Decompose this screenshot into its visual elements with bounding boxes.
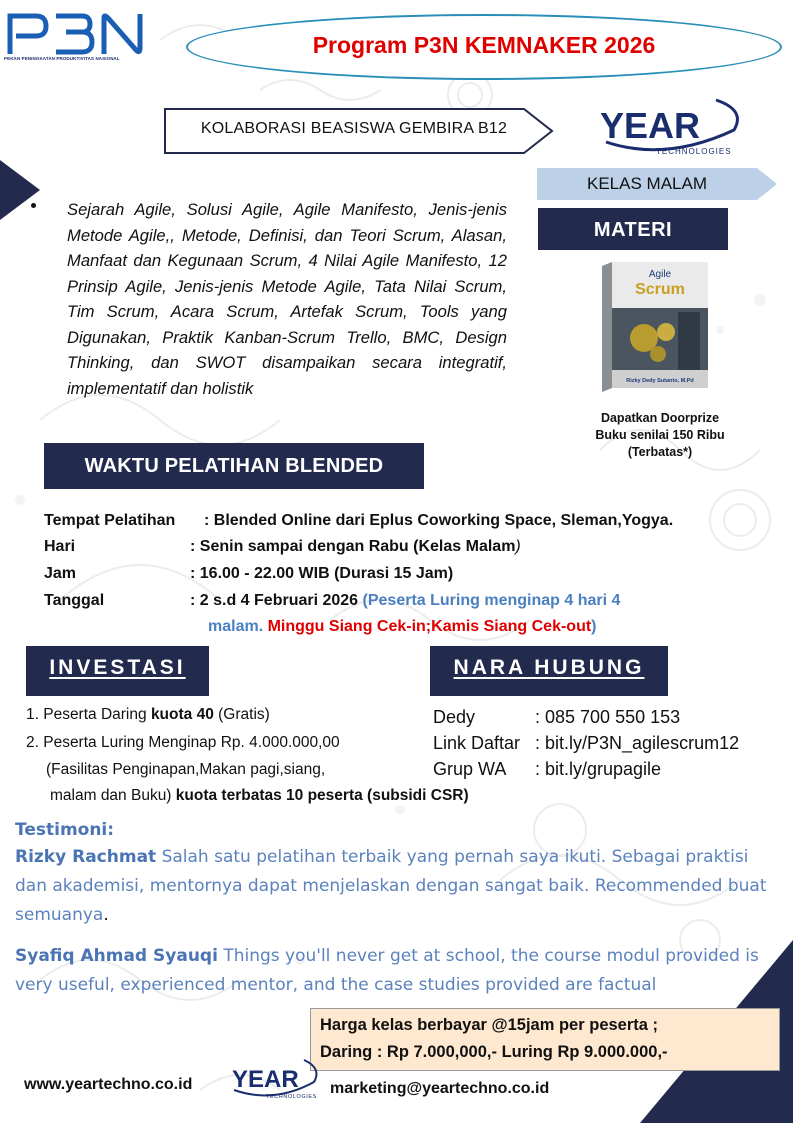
- program-title: Program P3N KEMNAKER 2026: [312, 32, 656, 58]
- nara-hubung-header: NARA HUBUNG: [453, 656, 645, 679]
- investasi-item-2-facilities: (Fasilitas Penginapan,Makan pagi,siang,: [46, 761, 326, 778]
- testimoni-1: Rizky Rachmat Salah satu pelatihan terbaik yang pernah saya ikuti. Sebagai praktisi dan akademisi, mentornya dapat menjelaskan dengan sangat baik. Recommended buat semuanya.: [15, 847, 767, 925]
- tempat-value: : Blended Online dari Eplus Coworking Space, Sleman,Yogya.: [204, 512, 674, 529]
- tanggal-label: Tanggal: [44, 592, 105, 609]
- doorprize-line-2: Buku senilai 150 Ribu: [595, 428, 725, 442]
- materi-header: MATERI: [593, 219, 673, 241]
- registration-link[interactable]: : bit.ly/P3N_agilescrum12: [535, 733, 740, 753]
- footer-website[interactable]: www.yeartechno.co.id: [24, 1076, 193, 1093]
- year-technologies-logo: [596, 90, 746, 165]
- hari-label: Hari: [44, 538, 76, 555]
- jam-value: : 16.00 - 22.00 WIB (Durasi 15 Jam): [190, 565, 454, 582]
- p3n-logo: [6, 10, 156, 70]
- svg-text:Scrum: Scrum: [635, 281, 685, 298]
- hari-value: : Senin sampai dengan Rabu (Kelas Malam): [190, 538, 521, 555]
- svg-text:YEAR: YEAR: [232, 1066, 299, 1093]
- svg-text:TECHNOLOGIES: TECHNOLOGIES: [266, 1094, 317, 1100]
- whatsapp-group-link[interactable]: : bit.ly/grupagile: [535, 759, 662, 779]
- testimoni-2: Syafiq Ahmad Syauqi Things you'll never get at school, the course modul provided is very useful, experienced mentor, and the case studies provided are factual: [15, 946, 759, 995]
- doorprize-note: [560, 410, 760, 461]
- testimoni-header: Testimoni:: [15, 820, 115, 840]
- tanggal-value-line2: malam. Minggu Siang Cek-in;Kamis Siang Cek-out): [208, 618, 597, 635]
- investasi-item-2-quota: malam dan Buku) kuota terbatas 10 peserta (subsidi CSR): [50, 787, 469, 804]
- materi-description: Sejarah Agile, Solusi Agile, Agile Manifesto, Jenis-jenis Metode Agile,, Metode, Definisi, dan Teori Scrum, Alasan, Manfaat dan Kegunaan Scrum, 4 Nilai Agile Manifesto, 12 Prinsip Agile, Jenis-jenis Metode Agile, Tata Nilai Scrum, Tim Scrum, Acara Scrum, Artefak Scrum, Tools yang Digunakan, Praktik Kanban-Scrum Trello, BMC, Design Thinking, dan SWOT disampaikan secara integratif, implementatif dan holistik: [67, 200, 507, 398]
- bullet-icon: [31, 203, 36, 208]
- svg-text:Rizky Dedy Sutanto, M.Pd: Rizky Dedy Sutanto, M.Pd: [626, 378, 694, 384]
- contact-label-grup: Grup WA: [433, 759, 507, 779]
- agile-scrum-book-image: [596, 262, 708, 392]
- price-line-2: Daring : Rp 7.000,000,- Luring Rp 9.000.000,-: [320, 1043, 668, 1061]
- contact-label-link: Link Daftar: [433, 733, 521, 753]
- svg-text:YEAR: YEAR: [600, 105, 701, 146]
- waktu-header: WAKTU PELATIHAN BLENDED: [84, 455, 384, 477]
- tanggal-value: : 2 s.d 4 Februari 2026 (Peserta Luring menginap 4 hari 4: [190, 592, 621, 609]
- collab-title: KOLABORASI BEASISWA GEMBIRA B12: [200, 120, 508, 137]
- year-technologies-logo-footer: [230, 1054, 320, 1106]
- kelas-malam-label: KELAS MALAM: [587, 174, 707, 193]
- footer-email[interactable]: marketing@yeartechno.co.id: [330, 1080, 550, 1097]
- contact-phone: : 085 700 550 153: [535, 707, 681, 727]
- investasi-item-2: 2. Peserta Luring Menginap Rp. 4.000.000,00: [26, 734, 340, 751]
- price-line-1: Harga kelas berbayar @15jam per peserta ;: [320, 1016, 659, 1034]
- doorprize-line-3: (Terbatas*): [627, 445, 693, 459]
- svg-text:Agile: Agile: [648, 269, 672, 280]
- p3n-tagline: PEKAN PENINGKATAN PRODUKTIVITAS NASIONAL: [4, 56, 120, 61]
- contact-label-dedy: Dedy: [433, 707, 476, 727]
- doorprize-line-1: Dapatkan Doorprize: [600, 411, 720, 425]
- jam-label: Jam: [44, 565, 77, 582]
- tempat-label: Tempat Pelatihan: [44, 512, 176, 529]
- investasi-header: INVESTASI: [49, 656, 186, 679]
- investasi-item-1: 1. Peserta Daring kuota 40 (Gratis): [26, 706, 270, 723]
- svg-text:TECHNOLOGIES: TECHNOLOGIES: [656, 147, 732, 156]
